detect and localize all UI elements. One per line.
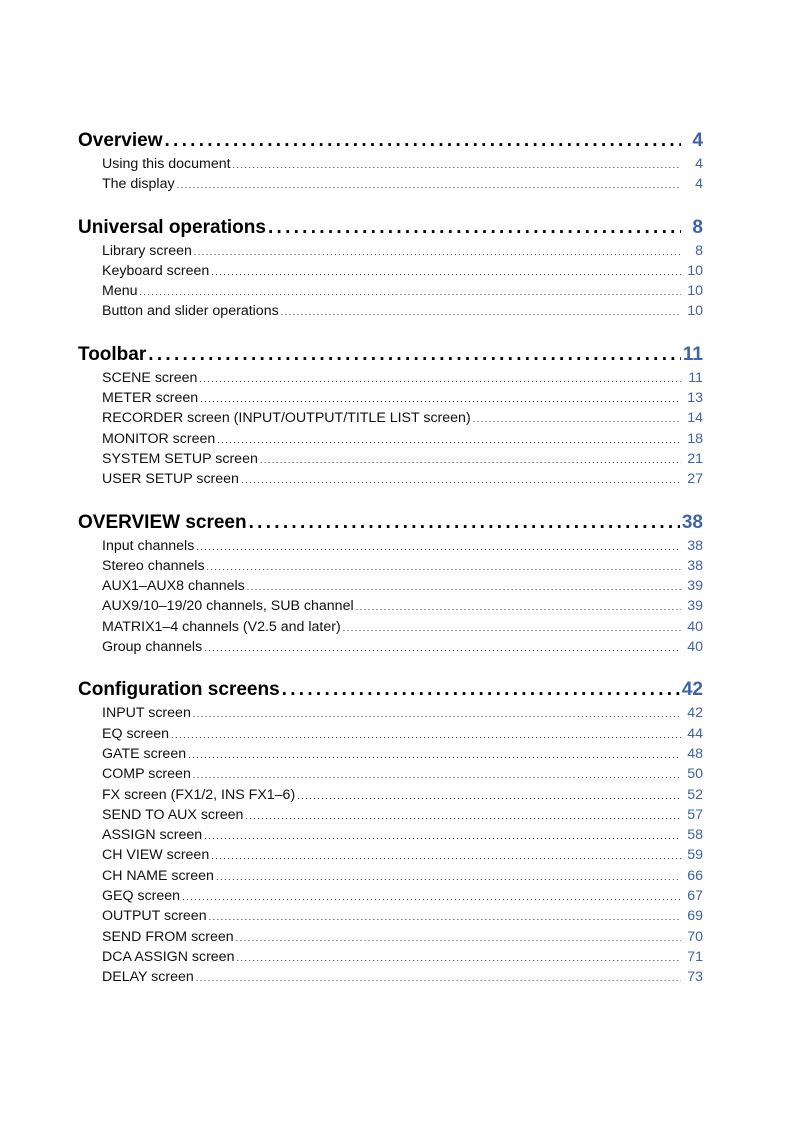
dot-leader [236, 933, 681, 943]
toc-entry[interactable] [78, 431, 703, 451]
dot-leader [196, 542, 681, 552]
toc-entry[interactable] [78, 807, 703, 827]
entry-title: USER SETUP screen [102, 471, 239, 488]
entry-title: MATRIX1–4 channels (V2.5 and later) [102, 618, 341, 635]
entry-title: COMP screen [102, 766, 191, 783]
entry-title: Using this document [102, 156, 231, 172]
dot-leader [211, 851, 681, 861]
dot-leader [282, 679, 680, 701]
entry-page-number: 48 [687, 745, 703, 762]
entry-page-number: 69 [687, 908, 703, 925]
toc-entry[interactable] [78, 766, 703, 786]
entry-title: GEQ screen [102, 888, 181, 905]
toc-entry[interactable] [78, 243, 703, 263]
section-page-number: 8 [692, 216, 703, 238]
dot-leader [356, 602, 681, 612]
dot-leader [182, 892, 681, 902]
dot-leader [148, 344, 681, 366]
entry-title: ASSIGN screen [102, 827, 203, 844]
dot-leader [260, 455, 681, 465]
entry-title: Group channels [102, 639, 203, 656]
dot-leader [281, 307, 681, 317]
entry-page-number: 38 [687, 557, 703, 574]
dot-leader [245, 811, 681, 821]
dot-leader [204, 831, 681, 841]
entry-title: FX screen (FX1/2, INS FX1–6) [102, 786, 296, 803]
entry-page-number: 42 [687, 705, 703, 722]
entry-page-number: 40 [687, 639, 703, 656]
toc-entry[interactable] [78, 471, 703, 491]
entry-title: The display [102, 176, 175, 193]
entry-page-number: 10 [687, 283, 703, 300]
table-of-contents [78, 130, 703, 1010]
dot-leader [211, 267, 681, 277]
entry-title: SCENE screen [102, 369, 198, 386]
entry-page-number: 50 [687, 766, 703, 783]
section-page-number: 4 [692, 130, 703, 151]
toc-entry[interactable] [78, 283, 703, 303]
entry-title: DCA ASSIGN screen [102, 948, 235, 965]
toc-entry[interactable] [78, 410, 703, 430]
dot-leader [207, 562, 681, 572]
toc-entry[interactable] [78, 746, 703, 766]
entry-title: CH NAME screen [102, 867, 214, 884]
entry-title: INPUT screen [102, 705, 191, 722]
entry-page-number: 13 [687, 390, 703, 407]
toc-entry[interactable] [78, 929, 703, 949]
toc-entry[interactable] [78, 390, 703, 410]
toc-entry[interactable] [78, 949, 703, 969]
toc-section [78, 344, 703, 492]
toc-section [78, 130, 703, 197]
toc-section-heading[interactable] [78, 217, 703, 243]
entry-page-number: 58 [687, 827, 703, 844]
entry-page-number: 27 [687, 471, 703, 488]
entry-page-number: 52 [687, 786, 703, 803]
section-title: Configuration screens [78, 679, 280, 701]
entry-page-number: 4 [695, 176, 703, 193]
entry-title: CH VIEW screen [102, 847, 210, 864]
entry-page-number: 10 [687, 303, 703, 320]
dot-leader [233, 160, 681, 170]
entry-page-number: 66 [687, 867, 703, 884]
toc-entry[interactable] [78, 370, 703, 390]
dot-leader [196, 973, 681, 983]
entry-title: AUX9/10–19/20 channels, SUB channel [102, 598, 354, 615]
toc-entry[interactable] [78, 578, 703, 598]
toc-entry[interactable] [78, 726, 703, 746]
dot-leader [343, 623, 681, 633]
entry-page-number: 4 [695, 156, 703, 172]
dot-leader [241, 475, 681, 485]
entry-title: DELAY screen [102, 969, 194, 986]
toc-section-heading[interactable] [78, 679, 703, 705]
dot-leader [188, 750, 681, 760]
entry-page-number: 71 [687, 948, 703, 965]
entry-page-number: 40 [687, 618, 703, 635]
dot-leader [209, 912, 681, 922]
toc-entry[interactable] [78, 827, 703, 847]
section-page-number: 38 [681, 511, 703, 533]
section-page-number: 42 [681, 679, 703, 701]
entry-page-number: 21 [687, 450, 703, 467]
entry-title: Button and slider operations [102, 303, 279, 320]
toc-entry[interactable] [78, 705, 703, 725]
toc-entry[interactable] [78, 619, 703, 639]
section-title: Universal operations [78, 216, 266, 238]
entry-title: Input channels [102, 537, 195, 554]
dot-leader [247, 582, 681, 592]
toc-entry[interactable] [78, 303, 703, 323]
entry-page-number: 14 [687, 410, 703, 427]
entry-page-number: 67 [687, 888, 703, 905]
toc-entry[interactable] [78, 969, 703, 989]
dot-leader [177, 180, 681, 190]
toc-entry[interactable] [78, 558, 703, 578]
entry-page-number: 39 [687, 578, 703, 595]
entry-title: RECORDER screen (INPUT/OUTPUT/TITLE LIST screen) [102, 410, 471, 427]
toc-section [78, 217, 703, 324]
toc-entry[interactable] [78, 156, 703, 176]
entry-page-number: 11 [688, 369, 703, 386]
dot-leader [193, 770, 681, 780]
entry-title: SEND FROM screen [102, 928, 234, 945]
toc-entry[interactable] [78, 451, 703, 471]
entry-page-number: 59 [687, 847, 703, 864]
entry-page-number: 10 [687, 262, 703, 279]
toc-entry[interactable] [78, 538, 703, 558]
entry-title: METER screen [102, 390, 199, 407]
toc-entry[interactable] [78, 847, 703, 867]
entry-title: MONITOR screen [102, 430, 216, 447]
entry-page-number: 39 [687, 598, 703, 615]
dot-leader [200, 394, 681, 404]
toc-entry[interactable] [78, 263, 703, 283]
toc-section [78, 679, 703, 989]
entry-title: EQ screen [102, 725, 170, 742]
entry-title: Library screen [102, 242, 192, 259]
toc-entry[interactable] [78, 639, 703, 659]
section-title: Overview [78, 130, 163, 151]
entry-title: SYSTEM SETUP screen [102, 450, 258, 467]
toc-entry[interactable] [78, 598, 703, 618]
dot-leader [194, 247, 681, 257]
toc-entry[interactable] [78, 868, 703, 888]
dot-leader [297, 791, 681, 801]
entry-title: SEND TO AUX screen [102, 806, 244, 823]
dot-leader [216, 872, 681, 882]
entry-page-number: 38 [687, 537, 703, 554]
entry-title: Stereo channels [102, 557, 205, 574]
toc-section [78, 512, 703, 660]
dot-leader [249, 512, 680, 534]
toc-section-heading[interactable] [78, 512, 703, 538]
dot-leader [204, 643, 681, 653]
dot-leader [199, 374, 681, 384]
dot-leader [171, 730, 681, 740]
dot-leader [217, 435, 681, 445]
dot-leader [140, 287, 682, 297]
entry-title: GATE screen [102, 745, 187, 762]
dot-leader [268, 217, 681, 239]
entry-page-number: 70 [687, 928, 703, 945]
entry-page-number: 73 [687, 969, 703, 986]
section-title: OVERVIEW screen [78, 511, 247, 533]
dot-leader [193, 709, 681, 719]
dot-leader [165, 130, 682, 152]
toc-section-heading[interactable] [78, 344, 703, 370]
toc-entry[interactable] [78, 888, 703, 908]
section-page-number: 11 [682, 343, 703, 365]
toc-entry[interactable] [78, 787, 703, 807]
entry-page-number: 57 [687, 806, 703, 823]
entry-title: OUTPUT screen [102, 908, 207, 925]
entry-page-number: 18 [687, 430, 703, 447]
toc-entry[interactable] [78, 176, 703, 196]
entry-title: AUX1–AUX8 channels [102, 578, 245, 595]
entry-page-number: 8 [695, 242, 703, 259]
entry-title: Menu [102, 283, 138, 300]
entry-title: Keyboard screen [102, 262, 210, 279]
toc-section-heading[interactable] [78, 130, 703, 156]
section-title: Toolbar [78, 343, 147, 365]
dot-leader [473, 414, 681, 424]
entry-page-number: 44 [687, 725, 703, 742]
dot-leader [236, 953, 681, 963]
toc-entry[interactable] [78, 908, 703, 928]
